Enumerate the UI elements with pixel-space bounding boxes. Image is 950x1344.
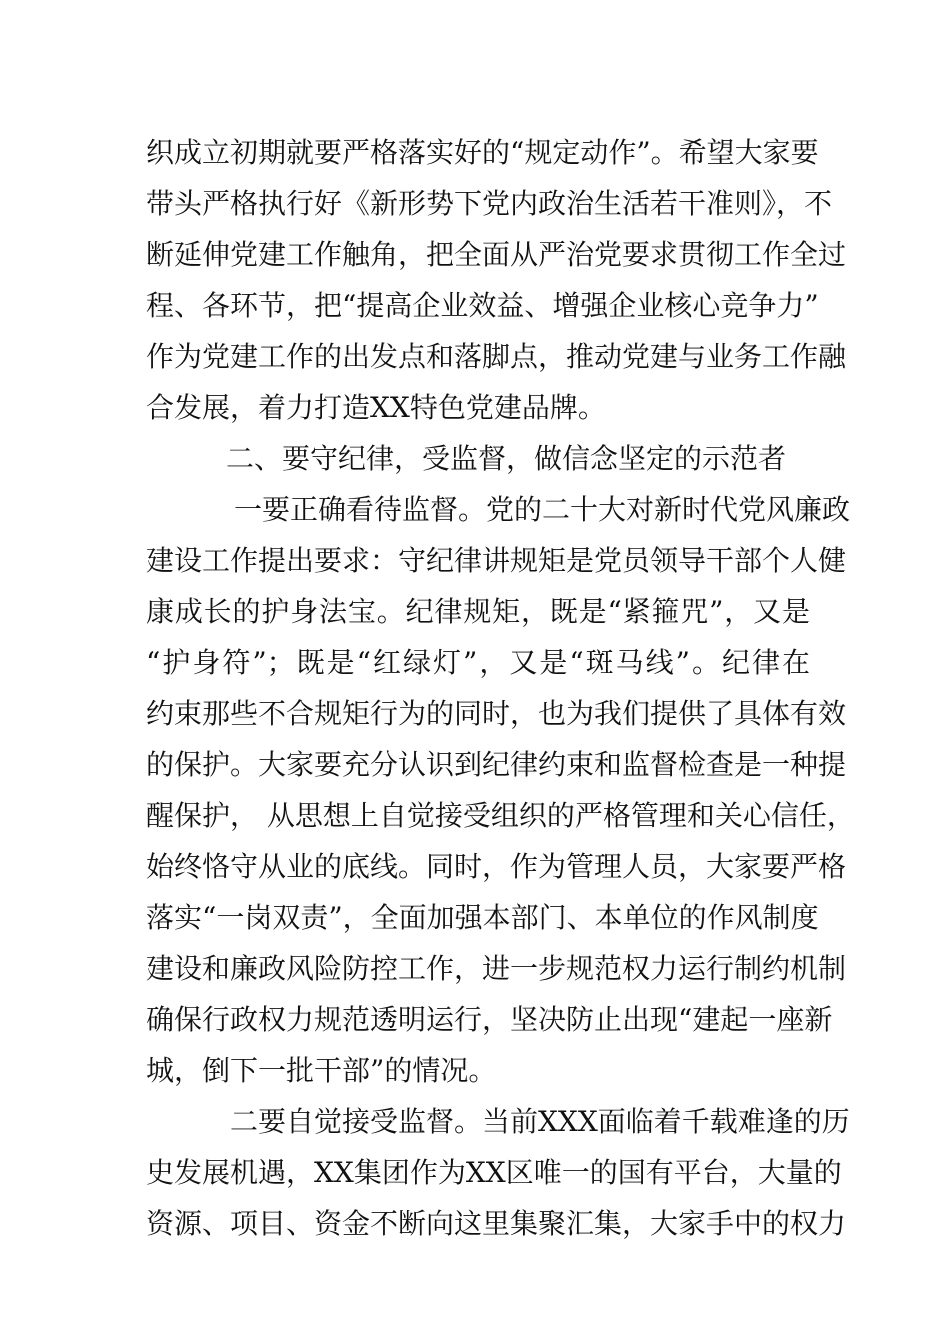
text-line: “护身符”；既是“红绿灯”，又是“斑马线”。纪律在 <box>146 646 810 679</box>
text-line: 的保护。大家要充分认识到纪律约束和监督检查是一种提 <box>146 748 847 781</box>
text-line: 始终恪守从业的底线。同时，作为管理人员，大家要严格 <box>146 850 847 883</box>
text-line: 程、各环节，把“提高企业效益、增强企业核心竞争力” <box>146 289 819 322</box>
text-line: 建设和廉政风险防控工作，进一步规范权力运行制约机制 <box>146 952 847 985</box>
text-line: 确保行政权力规范透明运行，坚决防止出现“建起一座新 <box>146 1003 833 1036</box>
text-line: 合发展，着力打造XX特色党建品牌。 <box>146 391 606 424</box>
text-line: 织成立初期就要严格落实好的“规定动作”。希望大家要 <box>146 136 819 169</box>
text-line: 断延伸党建工作触角，把全面从严治党要求贯彻工作全过 <box>146 238 847 271</box>
text-line: 作为党建工作的出发点和落脚点，推动党建与业务工作融 <box>146 340 847 373</box>
text-line: 醒保护， 从思想上自觉接受组织的严格管理和关心信任， <box>146 799 855 832</box>
text-line: 带头严格执行好《新形势下党内政治生活若干准则》，不 <box>146 187 833 220</box>
text-line: 史发展机遇，XX集团作为XX区唯一的国有平台，大量的 <box>146 1156 842 1189</box>
text-line: 一要正确看待监督。党的二十大对新时代党风廉政 <box>234 493 851 526</box>
section-heading: 二、要守纪律，受监督，做信念坚定的示范者 <box>226 442 787 475</box>
text-line: 落实“一岗双责”，全面加强本部门、本单位的作风制度 <box>146 901 819 934</box>
text-line: 约束那些不合规矩行为的同时，也为我们提供了具体有效 <box>146 697 847 730</box>
text-line: 康成长的护身法宝。纪律规矩，既是“紧箍咒”，又是 <box>146 595 810 628</box>
document-body <box>146 127 855 1249</box>
text-line: 建设工作提出要求：守纪律讲规矩是党员领导干部个人健 <box>146 544 847 577</box>
text-line: 城，倒下一批干部”的情况。 <box>146 1054 497 1087</box>
text-line: 二要自觉接受监督。当前XXX面临着千载难逢的历 <box>230 1105 850 1138</box>
text-line: 资源、项目、资金不断向这里集聚汇集，大家手中的权力 <box>146 1207 847 1240</box>
